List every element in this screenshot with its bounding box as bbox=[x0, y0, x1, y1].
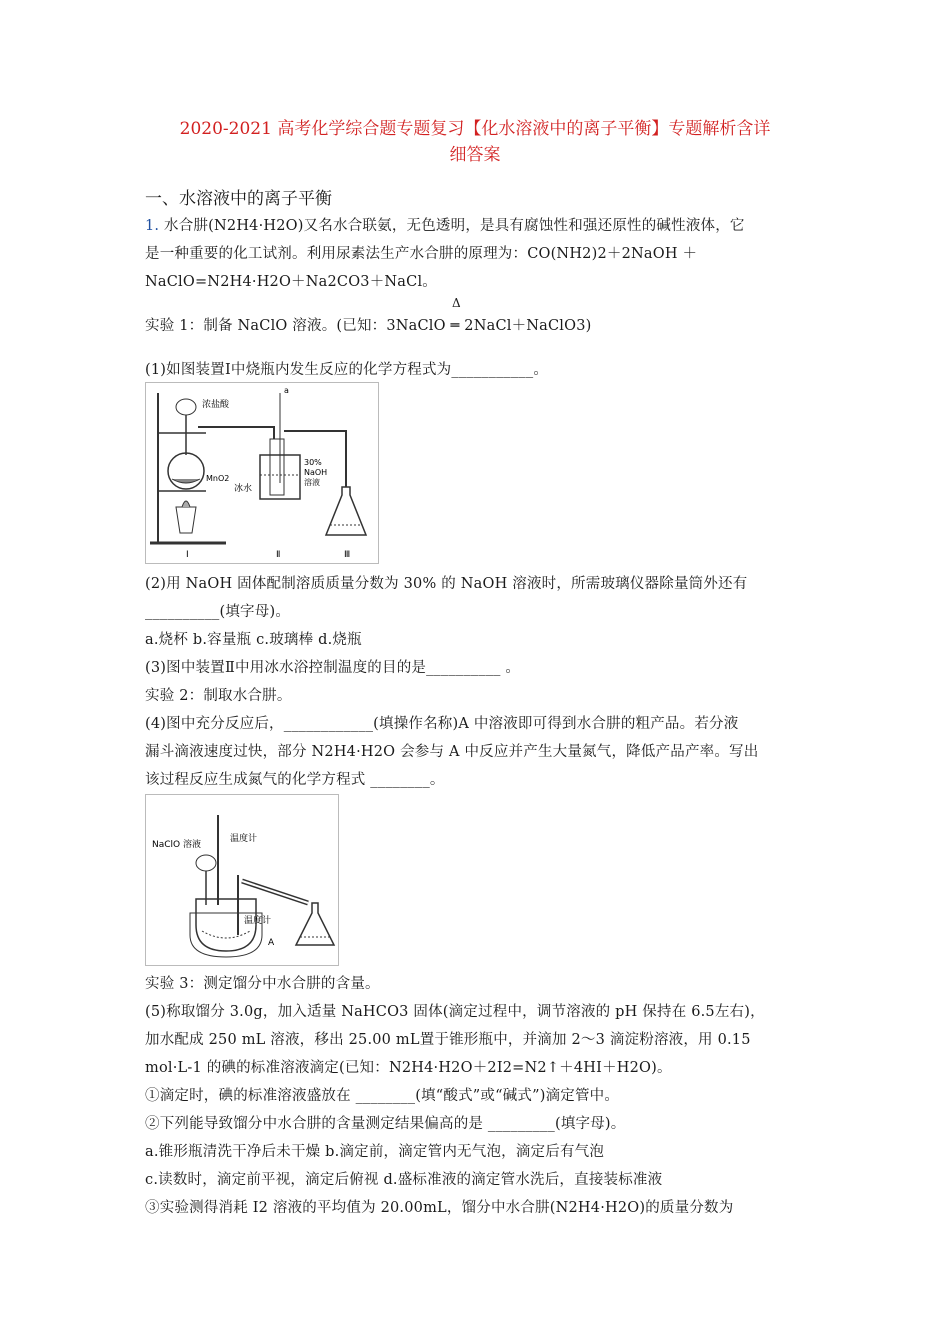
apparatus-1-drawing bbox=[146, 383, 378, 563]
delta-symbol: Δ bbox=[452, 296, 461, 310]
part-2b: __________(填字母)。 bbox=[145, 604, 291, 620]
part-5-options-cd: c.读数时，滴定前平视，滴定后俯视 d.盛标准液的滴定管水洗后，直接装标准液 bbox=[145, 1172, 663, 1188]
q1-line-1 bbox=[145, 214, 745, 235]
part-2a: (2)用 NaOH 固体配制溶质质量分数为 30% 的 NaOH 溶液时，所需玻璃仪器除量筒外还有 bbox=[145, 576, 748, 592]
title-line-1: 2020-2021 高考化学综合题专题复习【化水溶液中的离子平衡】专题解析含详 bbox=[179, 119, 771, 139]
fig1-label-mno2: MnO2 bbox=[206, 474, 230, 483]
part-5-options-ab: a.锥形瓶清洗干净后未干燥 b.滴定前，滴定管内无气泡，滴定后有气泡 bbox=[145, 1144, 605, 1160]
fig1-label-a: a bbox=[284, 386, 289, 395]
experiment-2: 实验 2：制取水合肼。 bbox=[145, 688, 292, 704]
q1-text-1: 水合肼(N2H4·H2O)又名水合联氨，无色透明，是具有腐蚀性和强还原性的碱性液体，它 bbox=[159, 218, 745, 234]
fig1-label-ice: 冰水 bbox=[234, 484, 253, 494]
experiment-3: 实验 3：测定馏分中水合肼的含量。 bbox=[145, 976, 380, 992]
q1-line-3: NaClO=N2H4·H2O＋Na2CO3＋NaCl。 bbox=[145, 274, 437, 290]
fig1-label-soln: 溶液 bbox=[304, 478, 320, 487]
fig2-label-thermometer-2: 温度计 bbox=[244, 916, 272, 926]
experiment-1: 实验 1：制备 NaClO 溶液。(已知：3NaClO ═ 2NaCl＋NaClO3) bbox=[145, 318, 592, 334]
fig1-label-III: Ⅲ bbox=[344, 550, 351, 560]
q1-line-2: 是一种重要的化工试剂。利用尿素法生产水合肼的原理为：CO(NH2)2＋2NaOH ＋ bbox=[145, 246, 698, 262]
part-5c: mol·L-1 的碘的标准溶液滴定(已知：N2H4·H2O＋2I2=N2↑＋4HI＋H2O)。 bbox=[145, 1060, 672, 1076]
part-5d: ①滴定时，碘的标准溶液盛放在 ________(填“酸式”或“碱式”)滴定管中。 bbox=[145, 1088, 620, 1104]
part-1: (1)如图装置Ⅰ中烧瓶内发生反应的化学方程式为___________。 bbox=[145, 362, 549, 378]
fig2-label-A: A bbox=[268, 938, 275, 948]
fig1-label-naoh: NaOH bbox=[304, 468, 328, 477]
apparatus-figure-2 bbox=[145, 794, 339, 966]
fig1-label-30: 30% bbox=[304, 458, 322, 467]
fig1-label-hcl: 浓盐酸 bbox=[202, 400, 230, 410]
part-5a: (5)称取馏分 3.0g，加入适量 NaHCO3 固体(滴定过程中，调节溶液的 pH 保持在 6.5左右)， bbox=[145, 1004, 765, 1020]
part-4c: 该过程反应生成氮气的化学方程式 ________。 bbox=[145, 772, 445, 788]
part-4b: 漏斗滴液速度过快，部分 N2H4·H2O 会参与 A 中反应并产生大量氮气，降低产品产率。写出 bbox=[145, 744, 759, 760]
fig1-label-I: Ⅰ bbox=[186, 550, 189, 560]
title-line-2: 细答案 bbox=[449, 145, 501, 165]
question-number: 1. bbox=[145, 218, 160, 234]
part-4a: (4)图中充分反应后，____________(填操作名称)A 中溶液即可得到水合肼的粗产品。若分液 bbox=[145, 716, 739, 732]
section-heading: 一、水溶液中的离子平衡 bbox=[145, 189, 332, 209]
part-5h: ③实验测得消耗 I2 溶液的平均值为 20.00mL，馏分中水合肼(N2H4·H2O)的质量分数为 bbox=[145, 1200, 734, 1216]
part-3: (3)图中装置Ⅱ中用冰水浴控制温度的目的是__________ 。 bbox=[145, 660, 521, 676]
fig2-label-thermometer-1: 温度计 bbox=[230, 834, 258, 844]
part-5e: ②下列能导致馏分中水合肼的含量测定结果偏高的是 _________(填字母)。 bbox=[145, 1116, 626, 1132]
fig2-label-naclo: NaClO 溶液 bbox=[152, 840, 201, 850]
document-title bbox=[130, 116, 820, 168]
part-5b: 加水配成 250 mL 溶液，移出 25.00 mL置于锥形瓶中，并滴加 2～3 滴淀粉溶液，用 0.15 bbox=[145, 1032, 751, 1048]
apparatus-figure-1 bbox=[145, 382, 379, 564]
fig1-label-II: Ⅱ bbox=[276, 550, 281, 560]
apparatus-2-drawing bbox=[146, 795, 338, 965]
part-2-options: a.烧杯 b.容量瓶 c.玻璃棒 d.烧瓶 bbox=[145, 632, 362, 648]
